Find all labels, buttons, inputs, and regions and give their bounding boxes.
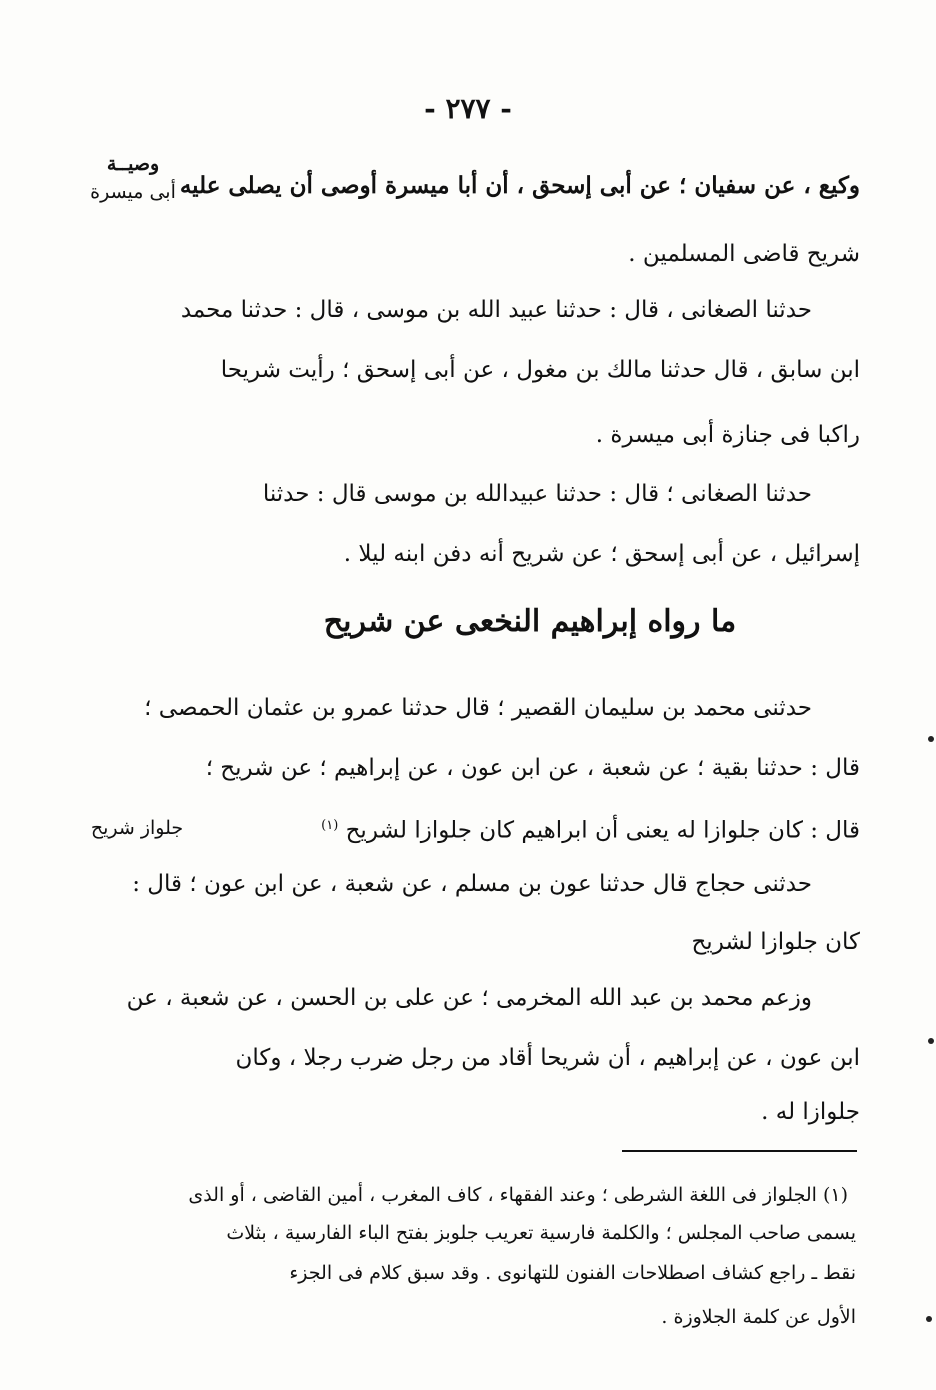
text-line: حدثنا الصغانى ؛ قال : حدثنا عبيدالله بن موسى قال : حدثنا (262, 481, 812, 507)
text-line: وزعم محمد بن عبد الله المخرمى ؛ عن على بن الحسن ، عن شعبة ، عن (126, 985, 812, 1011)
text-line: حدثنى حجاج قال حدثنا عون بن مسلم ، عن شعبة ، عن ابن عون ؛ قال : (132, 871, 812, 897)
footnote-line: يسمى صاحب المجلس ؛ والكلمة فارسية تعريب جلوبز بفتح الباء الفارسية ، بثلاث (226, 1222, 856, 1244)
text-line: شريح قاضى المسلمين . (628, 241, 860, 267)
margin-note-jilwaz (72, 814, 202, 842)
footnote-divider (622, 1150, 857, 1152)
scan-speck (928, 1038, 934, 1044)
text-line: ابن سابق ، قال حدثنا مالك بن مغول ، عن أبى إسحق ؛ رأيت شريحا (220, 357, 860, 383)
text-line-with-ref (200, 806, 860, 846)
section-heading: ما رواه إبراهيم النخعى عن شريح (323, 604, 737, 639)
text-line: راكبا فى جنازة أبى ميسرة . (595, 422, 860, 448)
scan-speck (926, 1316, 932, 1322)
text-line: حدثنى محمد بن سليمان القصير ؛ قال حدثنا عمرو بن عثمان الحمصى ؛ (144, 695, 812, 721)
text-line: حدثنا الصغانى ، قال : حدثنا عبيد الله بن موسى ، قال : حدثنا محمد (180, 297, 812, 323)
text-line: جلوازا له . (761, 1099, 860, 1125)
scan-speck (928, 736, 934, 742)
footnote-line: الأول عن كلمة الجلاوزة . (661, 1306, 856, 1328)
text-line: إسرائيل ، عن أبى إسحق ؛ عن شريح أنه دفن ابنه ليلا . (343, 541, 860, 567)
text-segment: قال : كان جلوازا له يعنى أن ابراهيم كان جلوازا لشريح (345, 817, 860, 844)
text-line: كان جلوازا لشريح (691, 929, 860, 955)
margin-note-wasiyya (78, 150, 188, 206)
margin-note-line: أبى ميسرة (90, 181, 176, 203)
text-line: قال : حدثنا بقية ؛ عن شعبة ، عن ابن عون ، عن إبراهيم ؛ عن شريح ؛ (205, 755, 860, 781)
text-line: ابن عون ، عن إبراهيم ، أن شريحا أقاد من رجل ضرب رجلا ، وكان (235, 1045, 860, 1071)
margin-note-line: جلواز شريح (90, 817, 184, 839)
text-line: وكيع ، عن سفيان ؛ عن أبى إسحق ، أن أبا ميسرة أوصى أن يصلى عليه (179, 172, 860, 199)
page-number: - ٢٧٧ - (424, 92, 512, 125)
footnote-ref: (١) (321, 818, 339, 833)
margin-note-line: وصيــة (106, 153, 160, 175)
footnote-line: نقط ـ راجع كشاف اصطلاحات الفنون للتهانوى . وقد سبق كلام فى الجزء (289, 1262, 856, 1284)
footnote-line: (١) الجلواز فى اللغة الشرطى ؛ وعند الفقهاء ، كاف المغرب ، أمين القاضى ، أو الذى (188, 1184, 848, 1206)
